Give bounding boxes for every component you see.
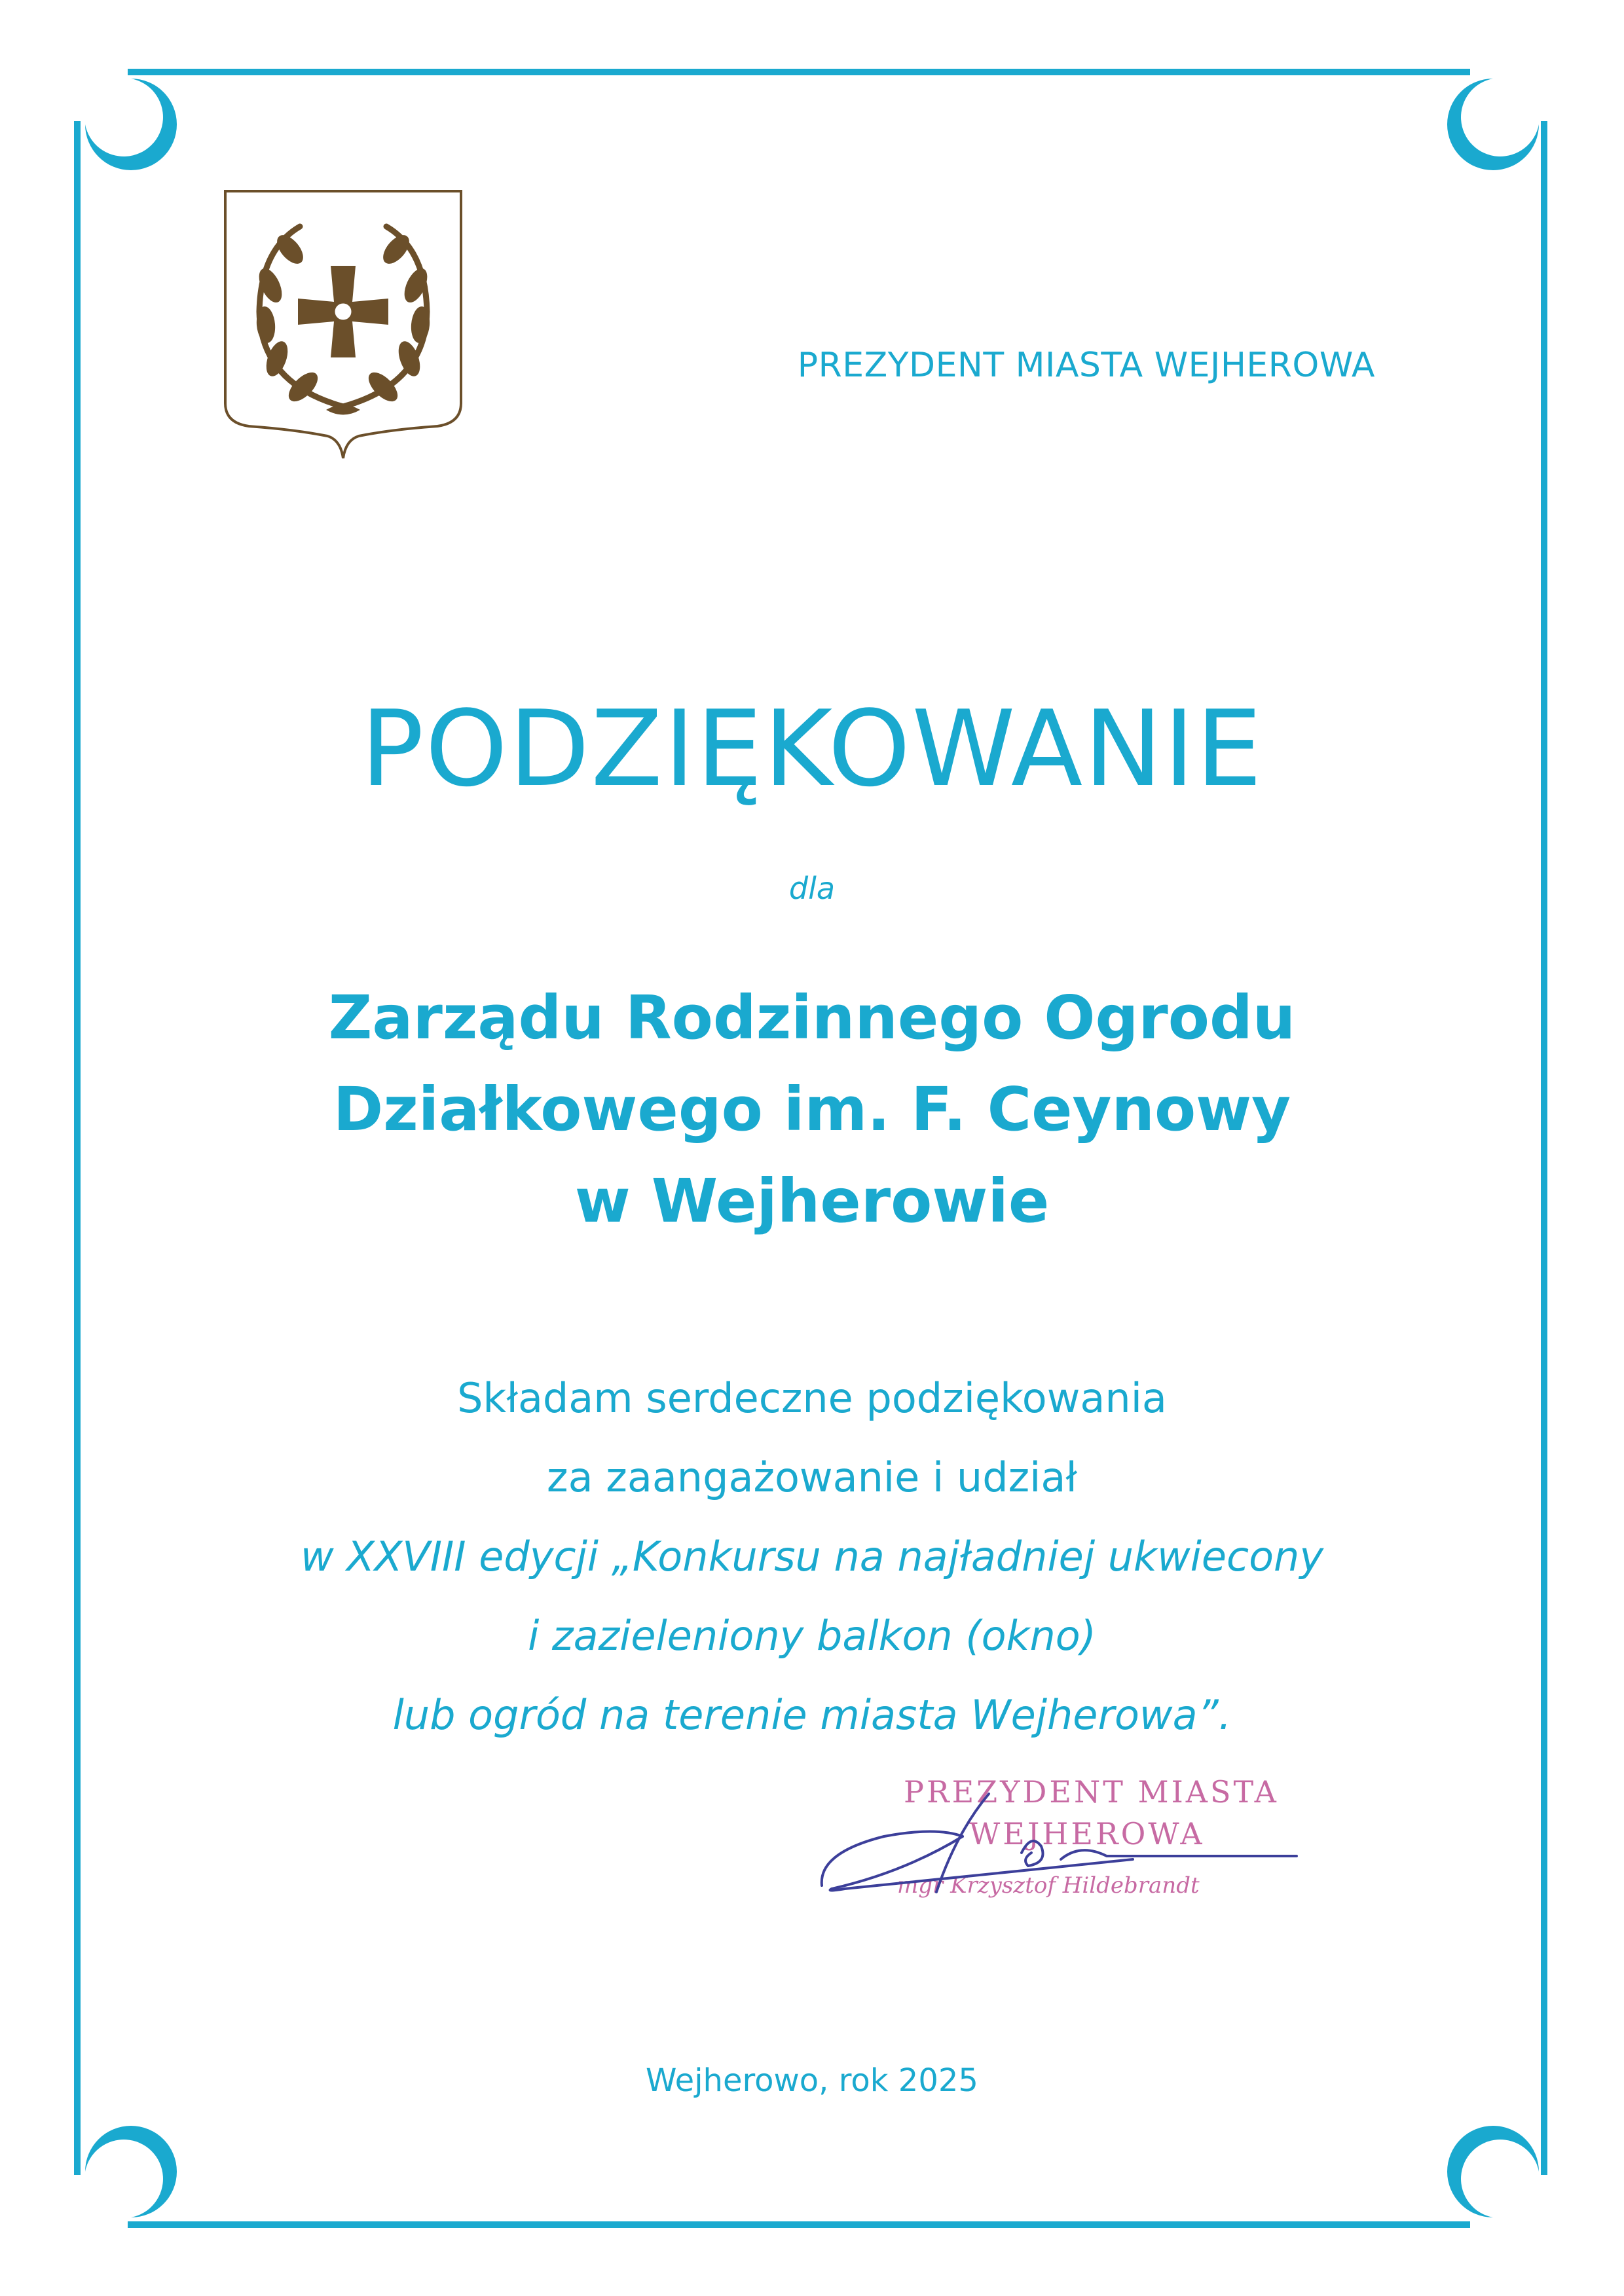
message-line: lub ogród na terenie miasta Wejherowa”. (392, 1691, 1232, 1739)
stamp-line-3: mgr Krzysztof Hildebrandt (897, 1872, 1200, 1899)
issuer-header: PREZYDENT MIASTA WEJHEROWA (797, 346, 1375, 385)
thank-you-message (0, 1358, 1624, 1755)
coat-of-arms-icon (221, 187, 465, 462)
recipient-line: Zarządu Rodzinnego Ogrodu (328, 983, 1296, 1053)
document-title: PODZIĘKOWANIE (360, 687, 1264, 810)
recipient-line: w Wejherowie (574, 1166, 1050, 1236)
place-and-date: Wejherowo, rok 2025 (646, 2062, 978, 2099)
recipient-name (0, 972, 1624, 1247)
message-line: i zazieleniony balkon (okno) (528, 1612, 1096, 1660)
stamp-line-1: PREZYDENT MIASTA (904, 1774, 1279, 1810)
message-line: w XXVIII edycji „Konkursu na najładniej ukwiecony (300, 1533, 1324, 1580)
stamp-line-2: WEJHEROWA (969, 1816, 1205, 1851)
preposition-dla: dla (788, 871, 836, 906)
recipient-line: Działkowego im. F. Ceynowy (333, 1074, 1291, 1144)
message-line: za zaangażowanie i udział (547, 1453, 1077, 1501)
official-stamp (805, 1768, 1316, 1938)
handwritten-signature (805, 1768, 1316, 1938)
message-line: Składam serdeczne podziękowania (457, 1374, 1167, 1422)
